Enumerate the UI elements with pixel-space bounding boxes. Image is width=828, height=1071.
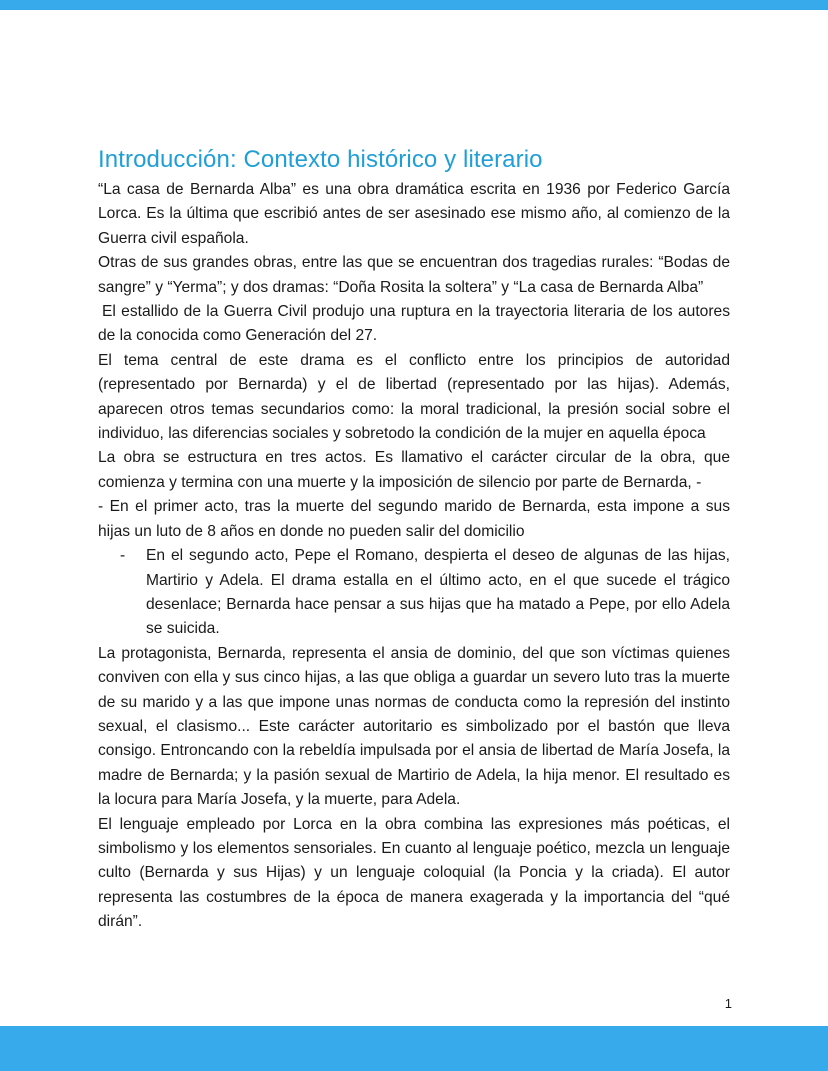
section-heading: Introducción: Contexto histórico y literario <box>98 146 543 173</box>
document-body <box>98 144 730 935</box>
paragraph-central-theme: El tema central de este drama es el conflicto entre los principios de autoridad (representado por Bernarda) y el de libertad (representado por las hijas). Además, aparecen otros temas secundarios como: la moral tradicional, la presión social sobre el individuo, las diferencias sociales y sobretodo la condición de la mujer en aquella época <box>98 351 730 443</box>
paragraph-protagonist: La protagonista, Bernarda, representa el ansia de dominio, del que son víctimas quienes conviven con ella y sus cinco hijas, a las que obliga a guardar un severo luto tras la muerte de su marido y a las que impone unas normas de conducta como la represión del instinto sexual, el clasismo... Este carácter autoritario es simbolizado por el bastón que lleva consigo. Entroncando con la rebeldía impulsada por el ansia de libertad de María Josefa, la madre de Bernarda; y la pasión sexual de Martirio de Adela, la hija menor. El resultado es la locura para María Josefa, y la muerte, para Adela. <box>98 644 730 809</box>
bottom-accent-bar <box>0 1026 828 1071</box>
paragraph-civil-war: El estallido de la Guerra Civil produjo una ruptura en la trayectoria literaria de los autores de la conocida como Generación del 27. <box>98 303 730 345</box>
paragraph-structure: La obra se estructura en tres actos. Es llamativo el carácter circular de la obra, que comienza y termina con una muerte y la imposición de silencio por parte de Bernarda, - <box>98 449 730 491</box>
list-item <box>120 544 730 642</box>
paragraph-first-act: - En el primer acto, tras la muerte del segundo marido de Bernarda, esta impone a sus hijas un luto de 8 años en donde no pueden salir del domicilio <box>98 498 730 540</box>
page-number: 1 <box>724 996 732 1011</box>
acts-list <box>98 544 730 642</box>
top-accent-bar <box>0 0 828 10</box>
paragraph-language: El lenguaje empleado por Lorca en la obra combina las expresiones más poéticas, el simbolismo y los elementos sensoriales. En cuanto al lenguaje poético, mezcla un lenguaje culto (Bernarda y sus Hijas) y un lenguaje coloquial (la Poncia y la criada). El autor representa las costumbres de la época de manera exagerada y la importancia del “qué dirán”. <box>98 815 730 931</box>
paragraph-other-works: Otras de sus grandes obras, entre las que se encuentran dos tragedias rurales: “Bodas de sangre” y “Yerma”; y dos dramas: “Doña Rosita la soltera” y “La casa de Bernarda Alba” <box>98 254 730 296</box>
paragraph-intro: “La casa de Bernarda Alba” es una obra dramática escrita en 1936 por Federico García Lorca. Es la última que escribió antes de ser asesinado ese mismo año, al comienzo de la Guerra civil española. <box>98 181 730 247</box>
list-bullet: - <box>120 547 126 565</box>
list-item-text: En el segundo acto, Pepe el Romano, despierta el deseo de algunas de las hijas, Martirio y Adela. El drama estalla en el último acto, en el que sucede el trágico desenlace; Bernarda hace pensar a sus hijas que ha matado a Pepe, por ello Adela se suicida. <box>146 547 730 638</box>
